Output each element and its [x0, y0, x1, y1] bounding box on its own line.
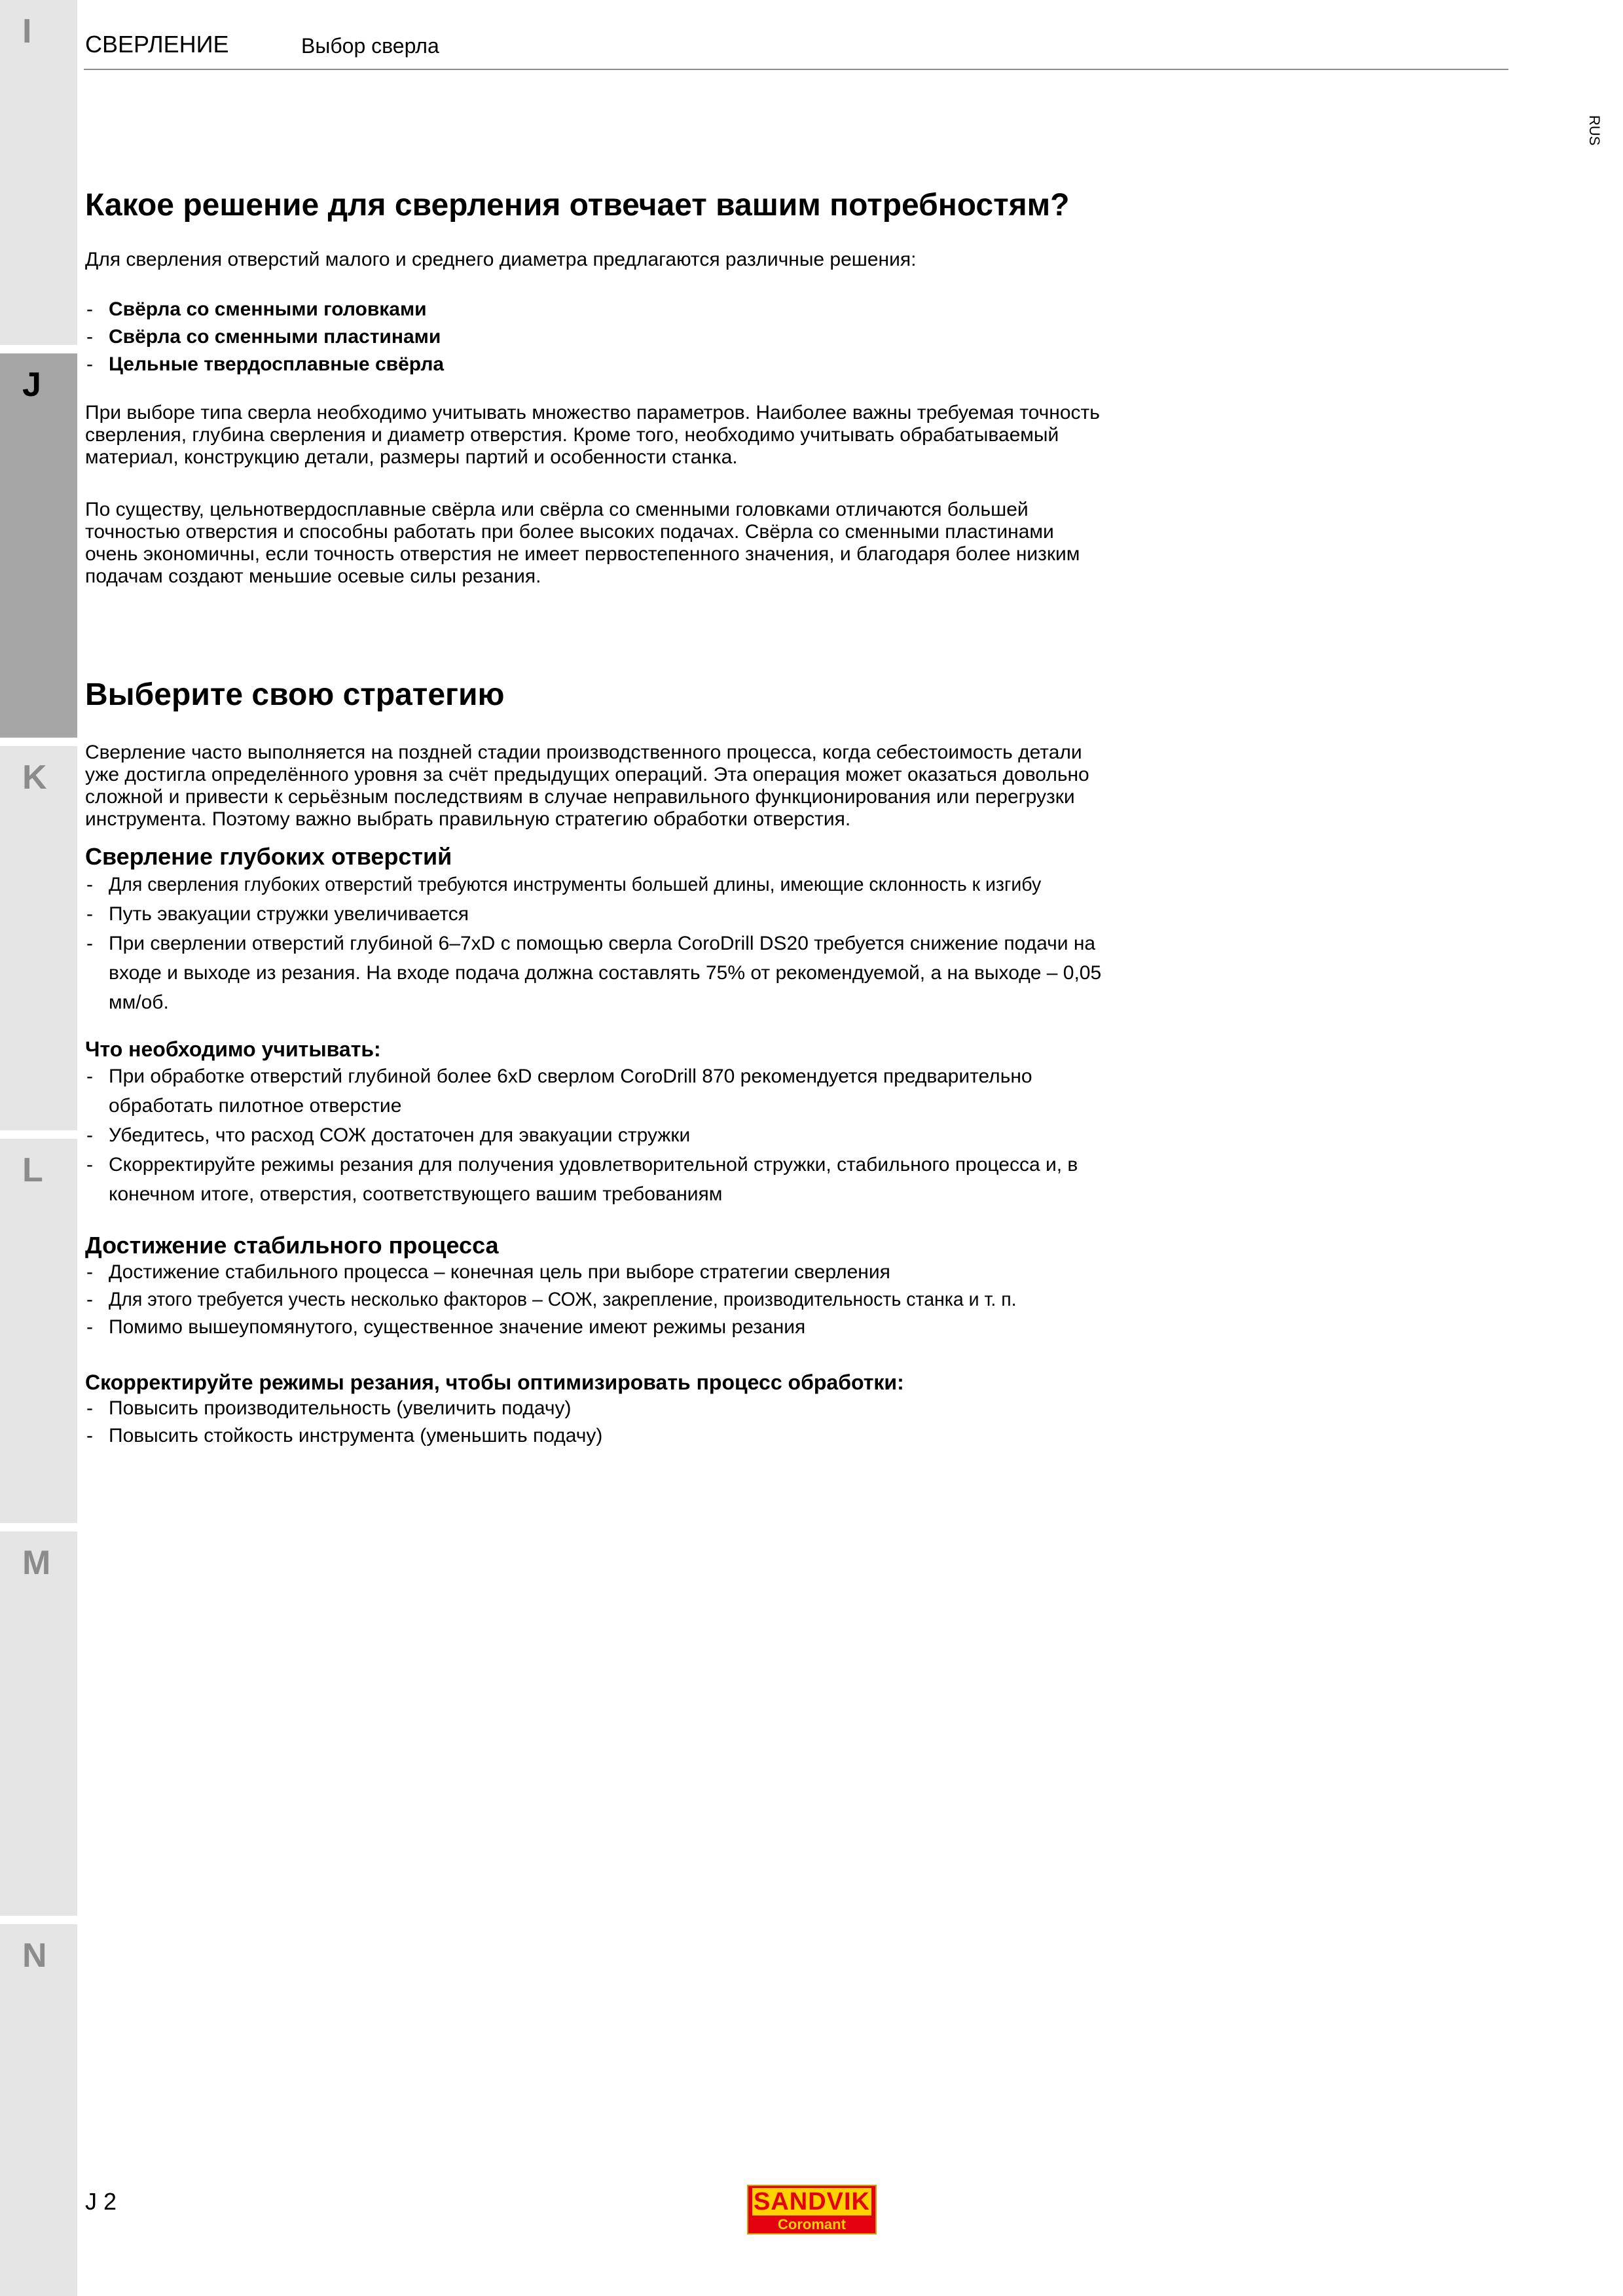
list-item — [85, 1286, 1106, 1314]
tab-k[interactable] — [0, 746, 77, 1130]
tab-l[interactable] — [0, 1139, 77, 1523]
tab-j[interactable] — [0, 353, 77, 738]
section2-title: Выберите свою стратегию — [85, 677, 505, 712]
deep-holes-list — [85, 870, 1106, 1017]
adjust-cutting-list — [85, 1395, 1106, 1450]
adjust-cutting-heading: Скорректируйте режимы резания, чтобы оптимизировать процесс обработки: — [85, 1371, 904, 1394]
tab-i-letter: I — [22, 12, 32, 50]
logo-wordmark: SANDVIK — [753, 2188, 871, 2215]
deep-holes-heading: Сверление глубоких отверстий — [85, 843, 452, 870]
language-label: RUS — [1586, 115, 1603, 146]
list-item: - Скорректируйте режимы резания для получения удовлетворительной стружки, стабильного процесса и, в конечном итоге, отверстия, соответствующего вашим требованиям — [85, 1150, 1106, 1209]
list-item: - Достижение стабильного процесса – конечная цель при выборе стратегии сверления — [85, 1259, 1106, 1286]
section1-title: Какое решение для сверления отвечает вашим потребностям? — [85, 188, 1070, 223]
tab-m[interactable] — [0, 1532, 77, 1916]
list-item — [85, 870, 1106, 899]
list-item: - При сверлении отверстий глубиной 6–7xD с помощью сверла CoroDrill DS20 требуется снижение подачи на входе и выходе из резания. На входе подача должна составлять 75% от рекомендуемой, а на выходе – 0,05 мм/об. — [85, 929, 1106, 1017]
list-item-text: Для сверления глубоких отверстий требуются инструменты большей длины, имеющие склонность к изгибу — [109, 874, 1042, 895]
section2-body — [85, 742, 1106, 1450]
tab-j-letter: J — [22, 366, 41, 404]
list-item: - Убедитесь, что расход СОЖ достаточен для эвакуации стружки — [85, 1121, 1106, 1150]
sandvik-coromant-logo — [747, 2185, 877, 2234]
list-item: - Помимо вышеупомянутого, существенное значение имеют режимы резания — [85, 1314, 1106, 1341]
page-number: J 2 — [85, 2188, 117, 2215]
stable-process-heading: Достижение стабильного процесса — [85, 1232, 499, 1259]
list-item: - Цельные твердосплавные свёрла — [85, 351, 1106, 378]
list-item: - Путь эвакуации стружки увеличивается — [85, 899, 1106, 929]
list-item: - Повысить производительность (увеличить подачу) — [85, 1395, 1106, 1422]
tab-i[interactable] — [0, 0, 77, 345]
drill-options-list — [85, 296, 1106, 378]
section2-intro: Сверление часто выполняется на поздней стадии производственного процесса, когда себестоимость детали уже достигла определённого уровня за счёт предыдущих операций. Эта операция может оказаться довольно сложной и привести к серьёзным последствиям в случае неправильного функционирования или перегрузки инструмента. Поэтому важно выбрать правильную стратегию обработки отверстия. — [85, 742, 1089, 830]
header-divider — [84, 69, 1508, 70]
list-item-text: Для этого требуется учесть несколько факторов – СОЖ, закрепление, производительность станка и т. п. — [109, 1289, 1017, 1310]
list-item: - Повысить стойкость инструмента (уменьшить подачу) — [85, 1422, 1106, 1450]
list-item: - При обработке отверстий глубиной более 6xD сверлом CoroDrill 870 рекомендуется предварительно обработать пилотное отверстие — [85, 1062, 1106, 1121]
section1-body — [85, 249, 1106, 588]
header-subsection: Выбор сверла — [301, 34, 439, 58]
tab-l-letter: L — [22, 1151, 43, 1189]
logo-subtext: Coromant — [778, 2216, 846, 2233]
section1-intro: Для сверления отверстий малого и среднего диаметра предлагаются различные решения: — [85, 249, 917, 270]
list-item: - Свёрла со сменными пластинами — [85, 323, 1106, 351]
list-item: - Свёрла со сменными головками — [85, 296, 1106, 323]
section1-paragraph-2: По существу, цельнотвердосплавные свёрла или свёрла со сменными головками отличаются большей точностью отверстия и способны работать при более высоких подачах. Свёрла со сменными пластинами очень экономичны, если точность отверстия не имеет первостепенного значения, и благодаря более низким подачам создают меньшие осевые силы резания. — [85, 499, 1080, 587]
tab-n-letter: N — [22, 1937, 47, 1975]
header-section: СВЕРЛЕНИЕ — [85, 31, 229, 58]
tab-n[interactable] — [0, 1924, 77, 2296]
tab-k-letter: K — [22, 759, 47, 797]
section1-paragraph-1: При выборе типа сверла необходимо учитывать множество параметров. Наиболее важны требуемая точность сверления, глубина сверления и диаметр отверстия. Кроме того, необходимо учитывать обрабатываемый материал, конструкцию детали, размеры партий и особенности станка. — [85, 402, 1100, 468]
considerations-heading: Что необходимо учитывать: — [85, 1037, 381, 1061]
considerations-list — [85, 1062, 1106, 1209]
tab-m-letter: M — [22, 1544, 51, 1582]
stable-process-list — [85, 1259, 1106, 1341]
